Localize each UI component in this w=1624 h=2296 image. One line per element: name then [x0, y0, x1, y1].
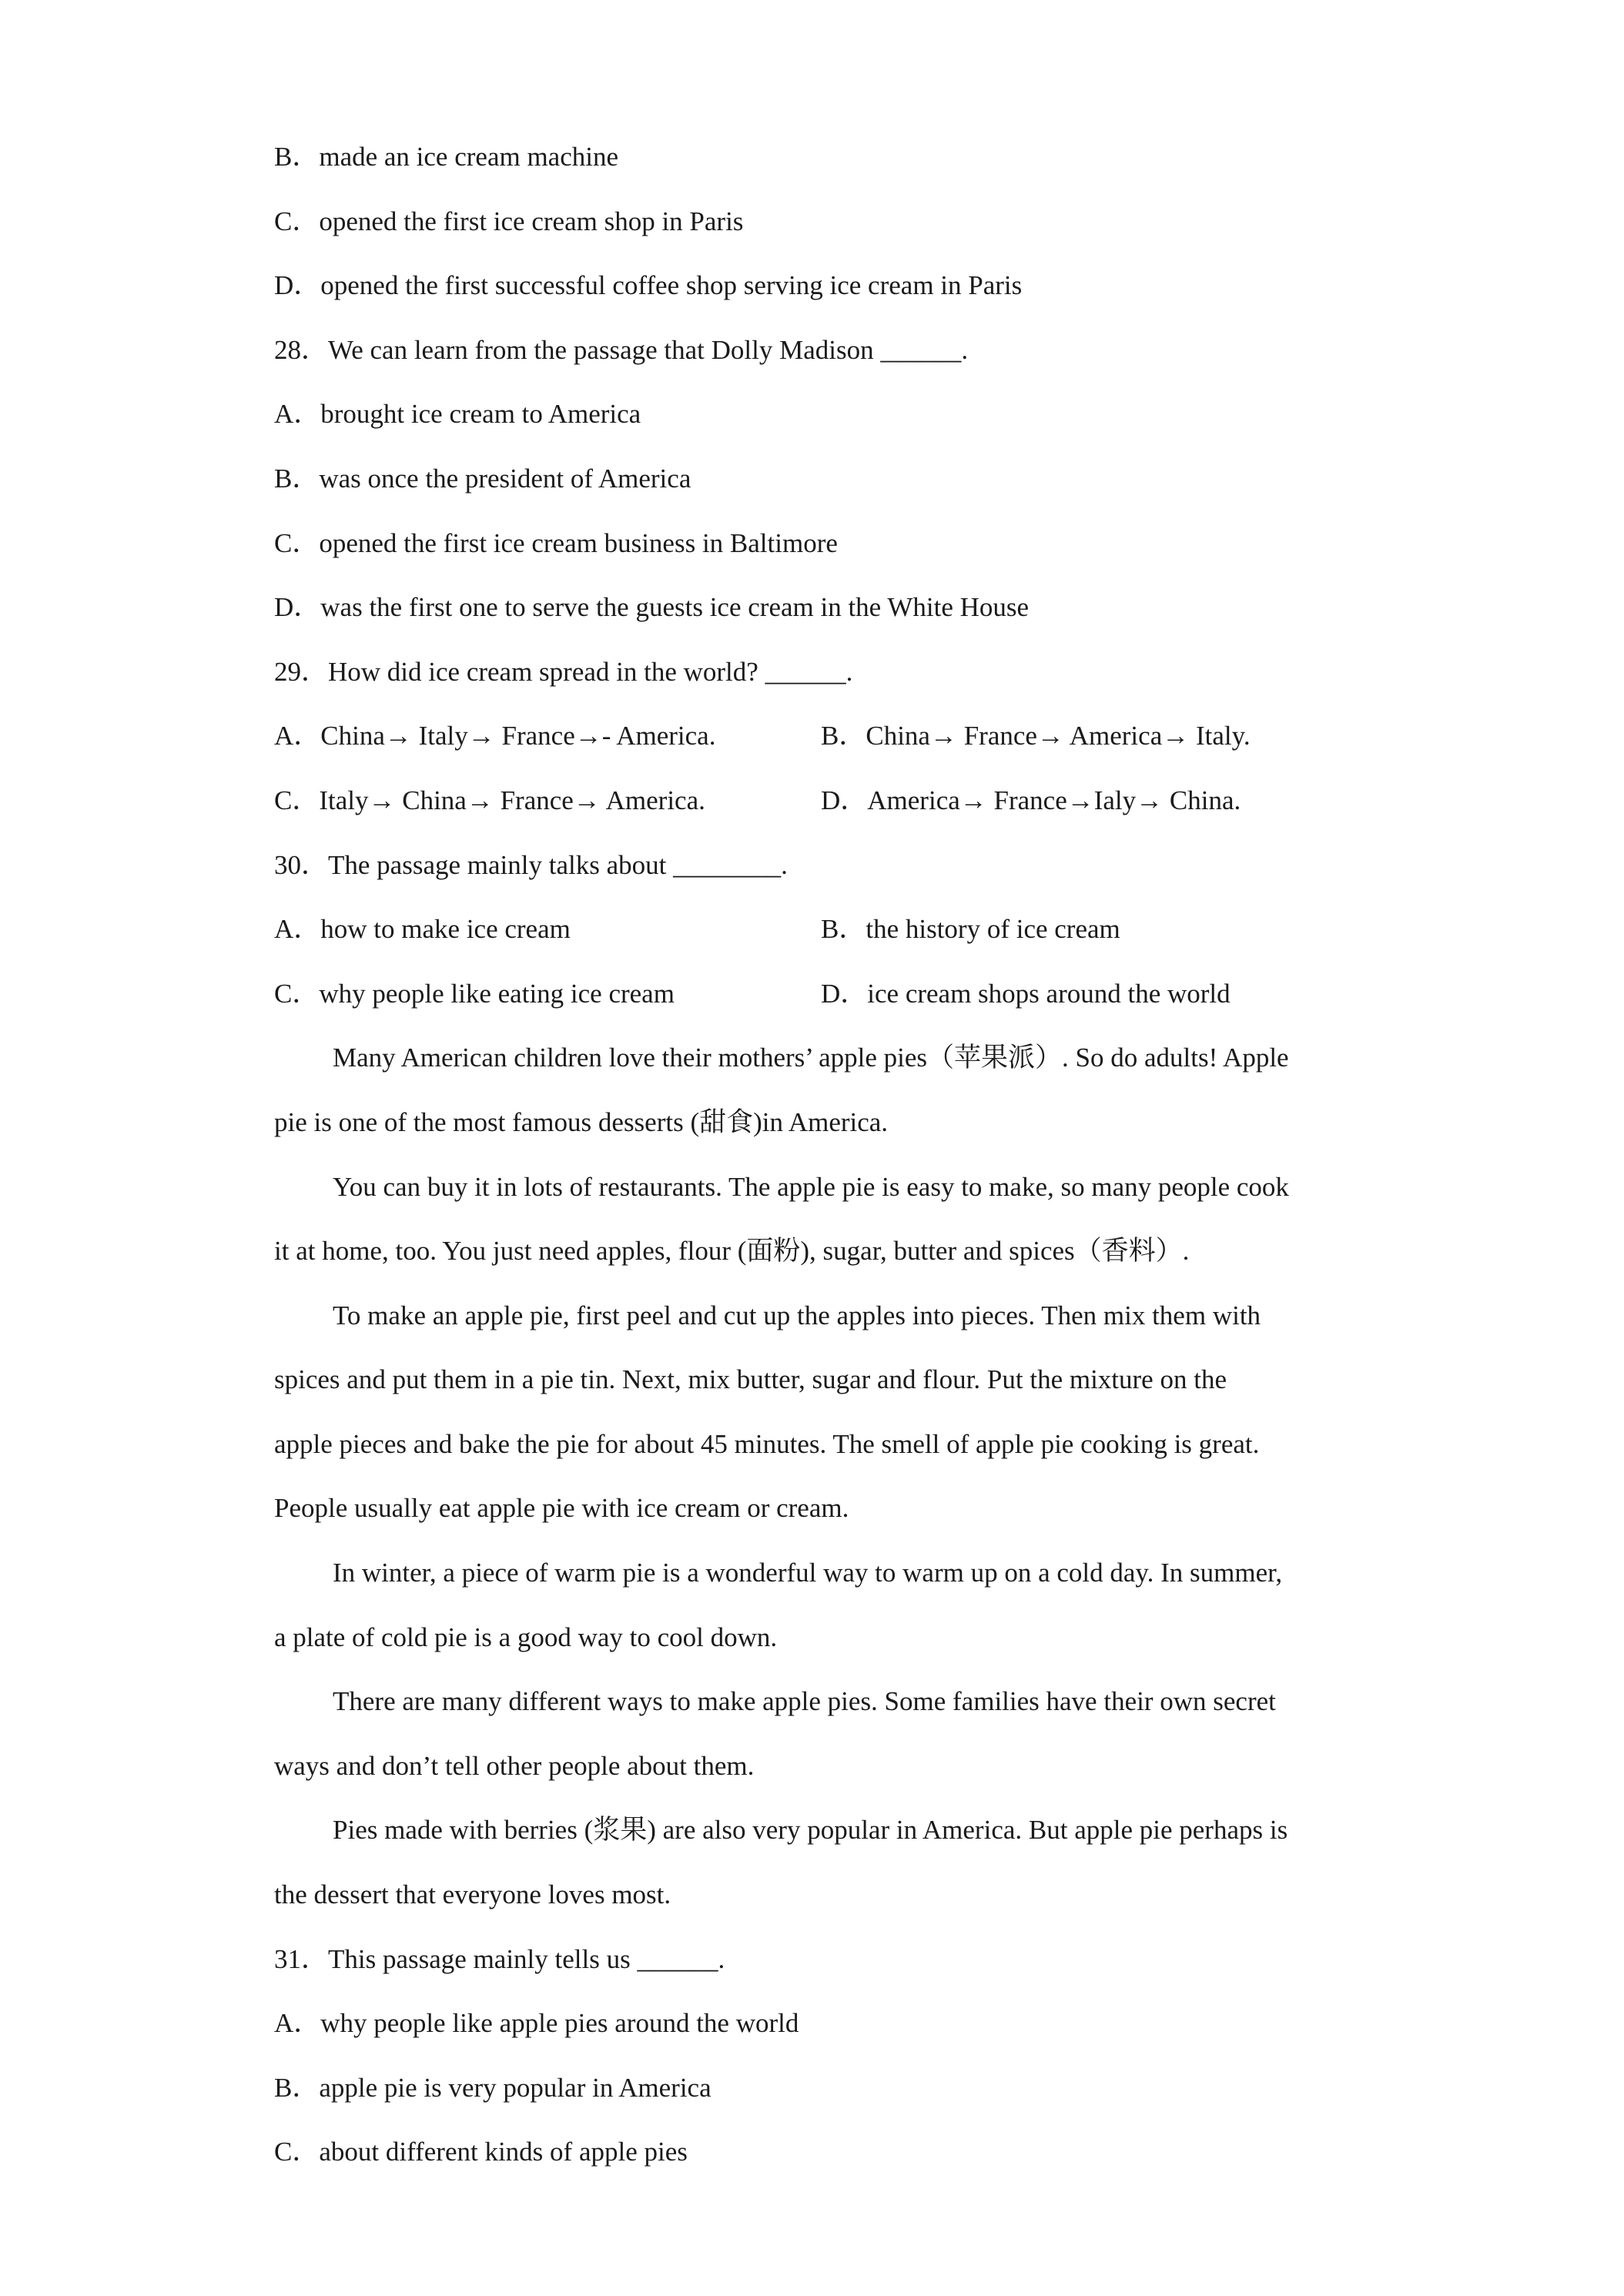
q31-option-c: C．about different kinds of apple pies	[274, 2137, 688, 2167]
q30-option-d: D．ice cream shops around the world	[821, 978, 1231, 1009]
q28-stem: 28．We can learn from the passage that Dolly Madison ______.	[274, 334, 969, 365]
q30-options-row-1	[274, 906, 1368, 971]
q30-option-c: C．why people like eating ice cream	[274, 978, 675, 1009]
passage-line: To make an apple pie, first peel and cut up the apples into pieces. Then mix them with	[333, 1300, 1261, 1330]
q31-option-a: A．why people like apple pies around the world	[274, 2008, 799, 2039]
q29-options-row-1	[274, 713, 1368, 778]
q30-options-row-2	[274, 971, 1368, 1036]
passage-line: There are many different ways to make apple pies. Some families have their own secret	[333, 1686, 1276, 1717]
passage-line: ways and don’t tell other people about them.	[274, 1750, 755, 1781]
q29-option-d: D．America→ France→Ialy→ China.	[821, 785, 1241, 815]
passage-line: the dessert that everyone loves most.	[274, 1879, 671, 1910]
q28-option-d: D．was the first one to serve the guests ice cream in the White House	[274, 592, 1030, 623]
q29-stem: 29．How did ice cream spread in the world? ______.	[274, 656, 853, 687]
passage-line: pie is one of the most famous desserts (甜食)in America.	[274, 1106, 889, 1137]
q29-option-c: C．Italy→ China→ France→ America.	[274, 785, 705, 815]
passage-line: Many American children love their mothers’ apple pies（苹果派）. So do adults! Apple	[333, 1043, 1289, 1073]
q31-option-b: B．apple pie is very popular in America	[274, 2072, 712, 2103]
q27-option-b: B．made an ice cream machine	[274, 142, 619, 172]
passage-line: a plate of cold pie is a good way to cool down.	[274, 1622, 778, 1652]
passage-line: spices and put them in a pie tin. Next, mix butter, sugar and flour. Put the mixture on the	[274, 1364, 1227, 1395]
q27-option-c: C．opened the first ice cream shop in Paris	[274, 206, 744, 236]
q28-option-c: C．opened the first ice cream business in Baltimore	[274, 527, 838, 558]
passage-line: People usually eat apple pie with ice cream or cream.	[274, 1493, 849, 1524]
q30-option-b: B．the history of ice cream	[821, 914, 1120, 945]
passage-line: apple pieces and bake the pie for about 45 minutes. The smell of apple pie cooking is great.	[274, 1428, 1260, 1459]
q29-options-row-2	[274, 778, 1368, 842]
passage-line: it at home, too. You just need apples, flour (面粉), sugar, butter and spices（香料）.	[274, 1236, 1190, 1267]
q30-stem: 30．The passage mainly talks about ________.	[274, 849, 788, 880]
document-page	[274, 134, 1368, 2194]
q29-option-a: A．China→ Italy→ France→- America.	[274, 721, 716, 751]
passage-line: Pies made with berries (浆果) are also very popular in America. But apple pie perhaps is	[333, 1815, 1288, 1846]
passage-line: In winter, a piece of warm pie is a wonderful way to warm up on a cold day. In summer,	[333, 1558, 1283, 1588]
q28-option-b: B．was once the president of America	[274, 463, 691, 494]
q28-option-a: A．brought ice cream to America	[274, 399, 641, 430]
q29-option-b: B．China→ France→ America→ Italy.	[821, 721, 1251, 751]
passage-line: You can buy it in lots of restaurants. The apple pie is easy to make, so many people cook	[333, 1171, 1289, 1202]
q31-stem: 31．This passage mainly tells us ______.	[274, 1943, 725, 1974]
q27-option-d: D．opened the first successful coffee shop serving ice cream in Paris	[274, 270, 1023, 301]
q30-option-a: A．how to make ice cream	[274, 914, 571, 945]
